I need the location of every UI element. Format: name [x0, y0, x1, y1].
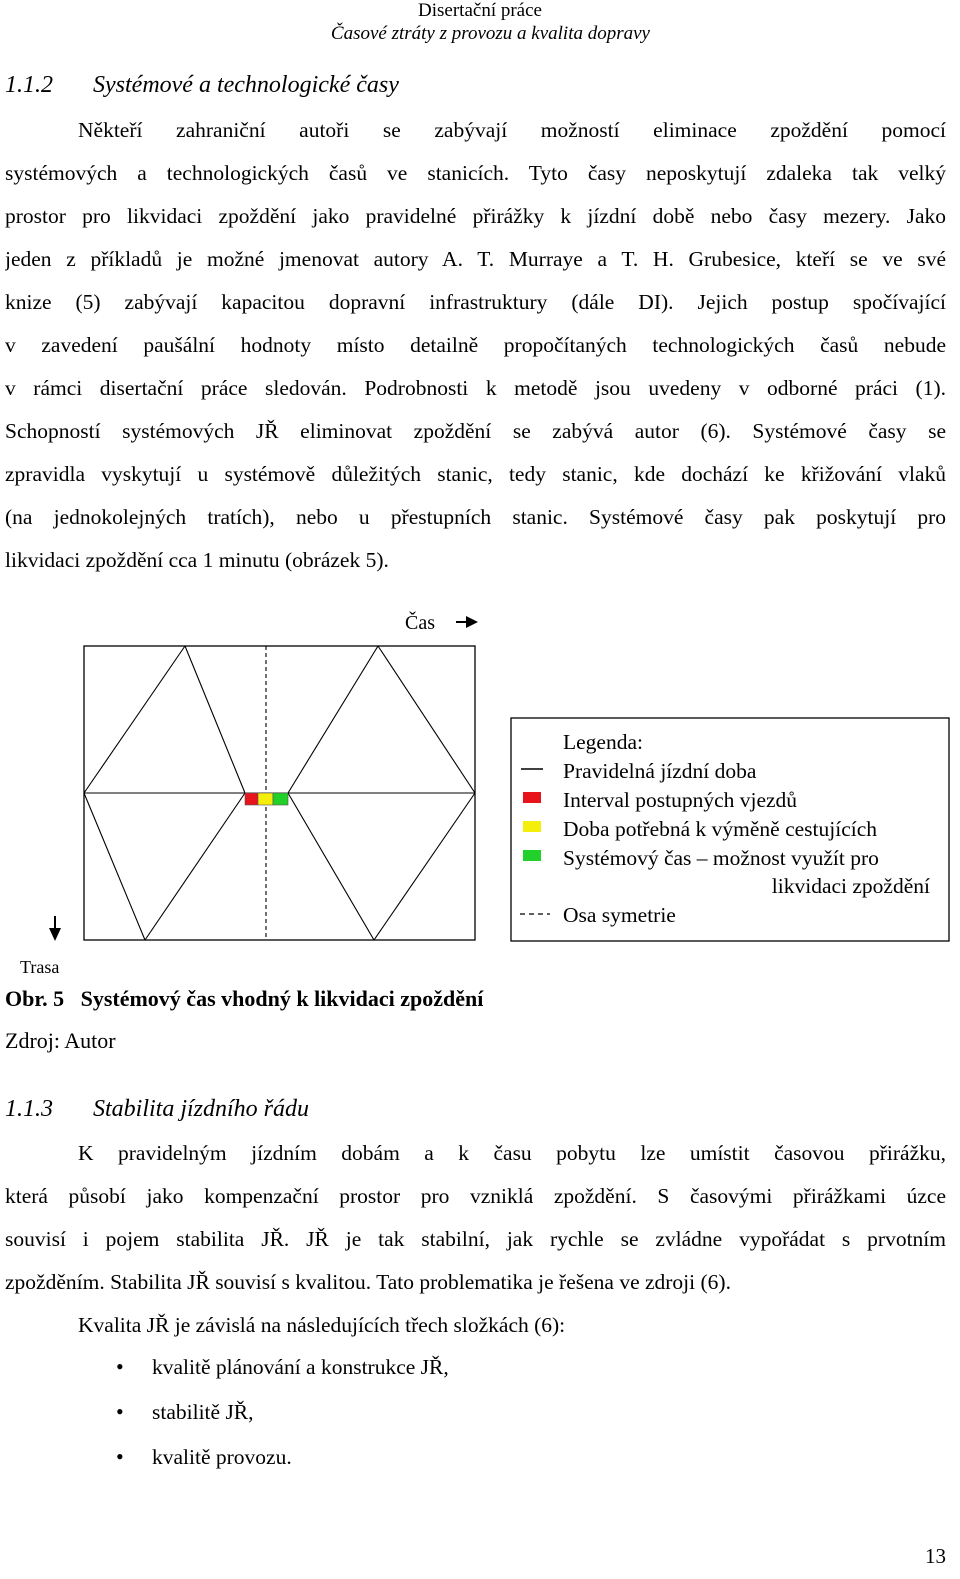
paragraph-line: jeden z příkladů je možné jmenovat autory A. T. Murraye a T. H. Grubesice, kteří se ve své — [5, 247, 946, 271]
legend-item-label: Interval postupných vjezdů — [563, 788, 798, 812]
paragraph-line: v zavedení paušální hodnoty místo detailně propočítaných technologických časů nebude — [5, 333, 946, 357]
train-path-line — [84, 646, 185, 793]
section-title: Stabilita jízdního řádu — [93, 1096, 310, 1122]
paragraph-line: prostor pro likvidaci zpoždění jako pravidelné přirážky k jízdní době nebo časy mezery. Jako — [5, 204, 946, 228]
paragraph-line: která působí jako kompenzační prostor pro vzniklá zpoždění. S časovými přirážkami úzce — [5, 1184, 946, 1208]
timetable-diagram — [0, 600, 960, 990]
paragraph-line: Někteří zahraniční autoři se zabývají možností eliminace zpoždění pomocí — [78, 118, 946, 142]
legend-item-label-continued: likvidaci zpoždění — [771, 874, 930, 898]
section-number: 1.1.2 — [5, 72, 53, 98]
legend-green-swatch — [523, 850, 541, 861]
section-number: 1.1.3 — [5, 1096, 53, 1122]
passenger-exchange-swatch — [258, 793, 273, 805]
train-path-line — [84, 793, 145, 940]
bullet-icon: • — [116, 1399, 124, 1424]
train-path-line — [145, 793, 245, 940]
interval-swatch — [245, 793, 258, 805]
paragraph-line: zpožděním. Stabilita JŘ souvisí s kvalitou. Tato problematika je řešena ve zdroji (6). — [5, 1270, 731, 1294]
paragraph-line: Schopností systémových JŘ eliminovat zpoždění se zabývá autor (6). Systémové časy se — [5, 419, 946, 443]
paragraph-line: likvidaci zpoždění cca 1 minutu (obrázek 5). — [5, 548, 389, 572]
legend-red-swatch — [523, 792, 541, 803]
section-1-1-2-paragraph — [5, 109, 946, 582]
bullet-icon: • — [116, 1354, 124, 1379]
legend-item-label: Doba potřebná k výměně cestujících — [563, 817, 878, 841]
paragraph-line: zpravidla vyskytují u systémově důležitých stanic, tedy stanic, kde dochází ke křižování vlaků — [5, 462, 946, 486]
list-item-text: kvalitě plánování a konstrukce JŘ, — [152, 1355, 449, 1379]
train-path-line — [288, 793, 374, 940]
paragraph-line: systémových a technologických časů ve stanicích. Tyto časy neposkytují zdaleka tak velký — [5, 161, 946, 185]
train-path-line — [185, 646, 245, 793]
list-item — [116, 1444, 292, 1470]
route-arrow-head-icon — [49, 928, 61, 941]
page-number: 13 — [925, 1544, 946, 1568]
paragraph-line: K pravidelným jízdním dobám a k času pobytu lze umístit časovou přirážku, — [78, 1141, 946, 1165]
system-time-swatch — [273, 793, 288, 805]
legend-yellow-swatch — [523, 821, 541, 832]
section-title: Systémové a technologické časy — [93, 72, 399, 98]
figure-source: Zdroj: Autor — [5, 1028, 116, 1053]
section-heading-1-1-3 — [5, 1096, 309, 1123]
legend-title: Legenda: — [563, 730, 643, 754]
list-item — [116, 1354, 449, 1380]
bullet-icon: • — [116, 1444, 124, 1469]
running-header-subtitle: Časové ztráty z provozu a kvalita dopravy — [330, 23, 650, 44]
list-item — [116, 1399, 254, 1425]
paragraph-line: knize (5) zabývají kapacitou dopravní infrastruktury (dále DI). Jejich postup spočívající — [5, 290, 946, 314]
running-header-title: Disertační práce — [418, 0, 542, 21]
train-path-line — [288, 646, 378, 793]
list-item-text: kvalitě provozu. — [152, 1445, 292, 1469]
time-axis-label: Čas — [405, 612, 435, 634]
section-1-1-3-paragraph — [5, 1132, 946, 1304]
legend-item-label: Pravidelná jízdní doba — [563, 759, 757, 783]
train-path-line — [374, 793, 475, 940]
legend-item-label: Osa symetrie — [563, 903, 676, 927]
section-heading-1-1-2 — [5, 72, 399, 99]
figure-caption: Obr. 5 Systémový čas vhodný k likvidaci zpoždění — [5, 986, 484, 1011]
paragraph-line: (na jednokolejných tratích), nebo u přestupních stanic. Systémové časy pak poskytují pro — [5, 505, 946, 529]
list-item-text: stabilitě JŘ, — [152, 1400, 254, 1424]
list-intro: Kvalita JŘ je závislá na následujících třech složkách (6): — [78, 1313, 566, 1337]
paragraph-line: v rámci disertační práce sledován. Podrobnosti k metodě jsou uvedeny v odborné práci (1). — [5, 376, 946, 400]
time-arrow-head-icon — [466, 616, 478, 628]
train-path-line — [378, 646, 475, 793]
paragraph-line: souvisí i pojem stabilita JŘ. JŘ je tak stabilní, jak rychle se zvládne vypořádat s prvotním — [5, 1227, 946, 1251]
route-axis-label: Trasa — [20, 957, 60, 977]
legend-item-label: Systémový čas – možnost využít pro — [563, 846, 879, 870]
